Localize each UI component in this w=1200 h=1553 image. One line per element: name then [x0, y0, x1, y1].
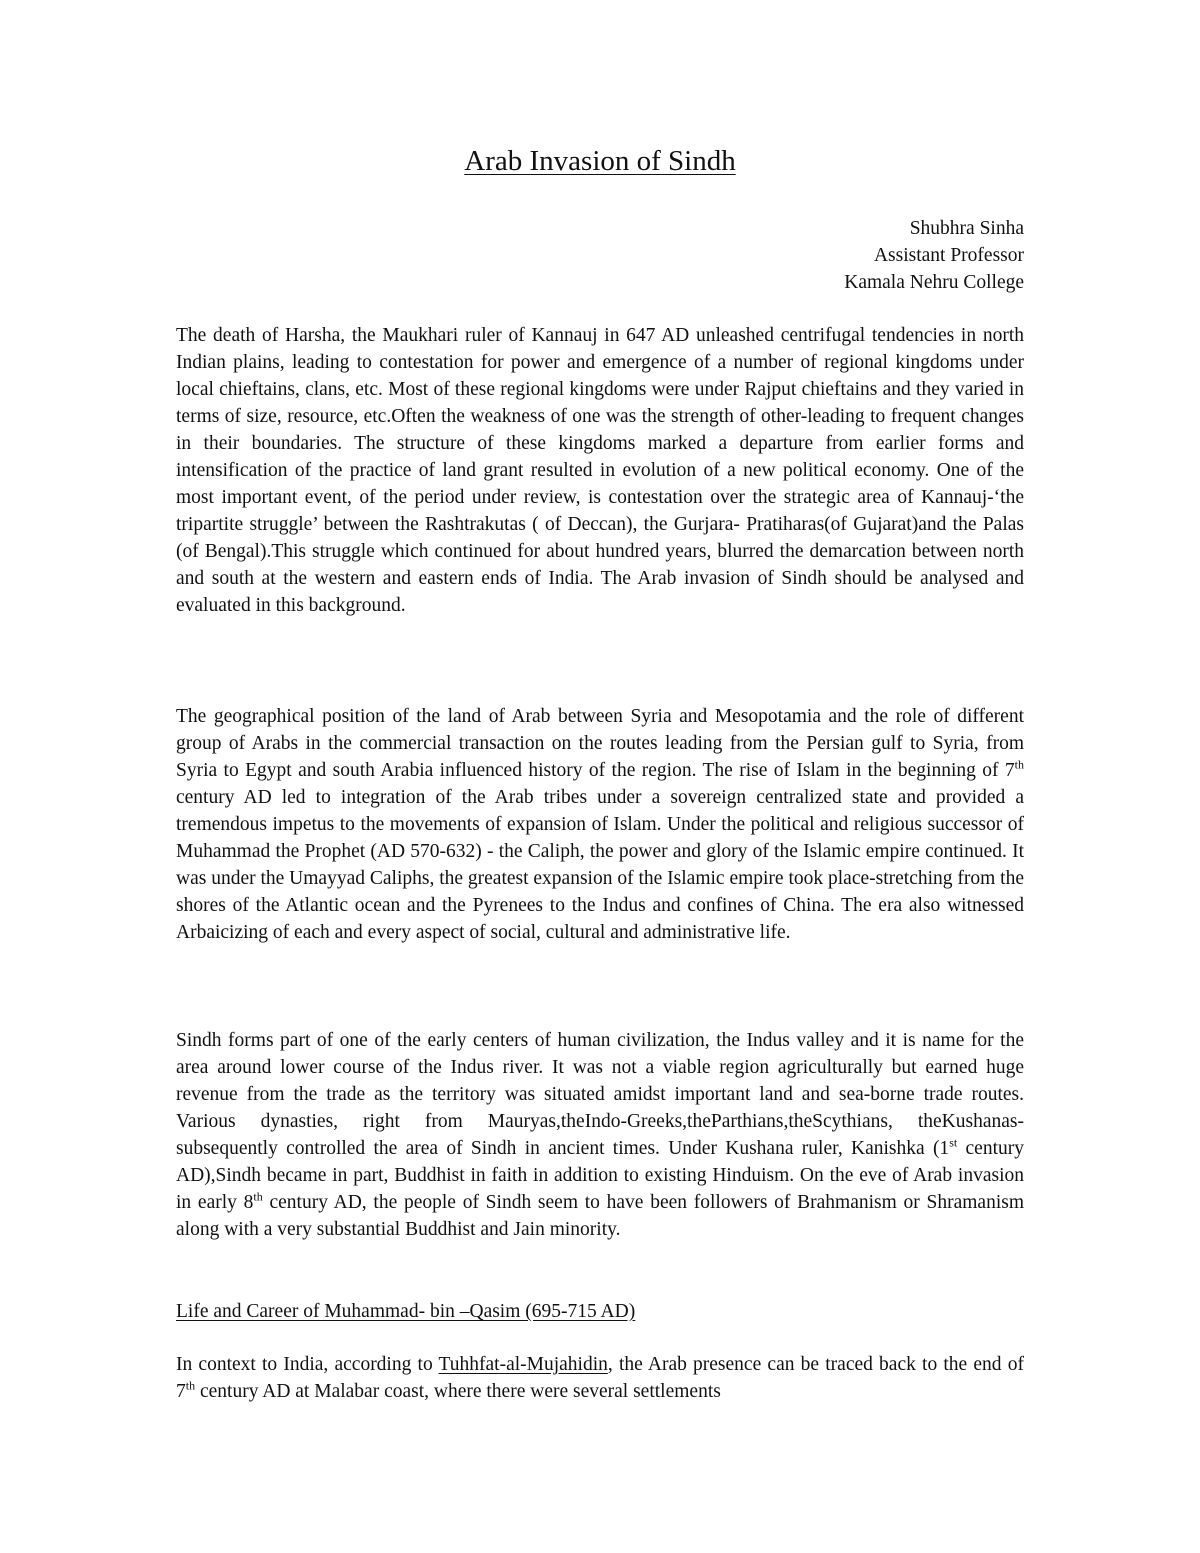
paragraph-text: , the Arab presence can be traced back to the end of 7	[176, 1354, 1024, 1402]
author-position: Assistant Professor	[873, 245, 1024, 266]
author-institution: Kamala Nehru College	[844, 272, 1024, 293]
paragraph-sindh	[176, 1027, 1024, 1243]
paragraph-text: century AD, the people of Sindh seem to have been followers of Brahmanism or Shramanism along with a very substantial Buddhist and Jain minority.	[176, 1192, 1025, 1240]
superscript: th	[1014, 757, 1024, 772]
paragraph-harsha: The death of Harsha, the Maukhari ruler of Kannauj in 647 AD unleashed centrifugal tendencies in north Indian plains, leading to contestation for power and emergence of a number of regional kingdoms under local chieftains, clans, etc. Most of these regional kingdoms were under Rajput chieftains and they varied in terms of size, resource, etc.Often the weakness of one was the strength of other-leading to frequent changes in their boundaries. The structure of these kingdoms marked a departure from earlier forms and intensification of the practice of land grant resulted in evolution of a new political economy. One of the most important event, of the period under review, is contestation over the strategic area of Kannauj-‘the tripartite struggle’ between the Rashtrakutas ( of Deccan), the Gurjara- Pratiharas(of Gujarat)and the Palas (of Bengal).This struggle which continued for about hundred years, blurred the demarcation between north and south at the western and eastern ends of India. The Arab invasion of Sindh should be analysed and evaluated in this background.	[176, 325, 1024, 616]
paragraph-text: In context to India, according to	[176, 1354, 439, 1375]
superscript: st	[949, 1135, 958, 1150]
paragraph-geography	[176, 703, 1024, 946]
paragraph-text: century AD),Sindh became in part, Buddhist in faith in addition to existing Hinduism. On the eve of Arab invasion in early 8	[176, 1138, 1024, 1213]
author-block	[844, 215, 1024, 296]
page-title	[0, 143, 1200, 179]
superscript: th	[185, 1378, 196, 1393]
paragraph-text: century AD led to integration of the Arab tribes under a sovereign centralized state and provided a tremendous impetus to the movements of expansion of Islam. Under the political and religious successor of Muhammad the Prophet (AD 570-632) - the Caliph, the power and glory of the Islamic empire continued. It was under the Umayyad Caliphs, the greatest expansion of the Islamic empire took place-stretching from the shores of the Atlantic ocean and the Pyrenees to the Indus and confines of China. The era also witnessed Arbaicizing of each and every aspect of social, cultural and administrative life.	[176, 787, 1024, 943]
superscript: th	[253, 1189, 263, 1204]
paragraph-text: century AD at Malabar coast, where there were several settlements	[195, 1381, 721, 1402]
author-name: Shubhra Sinha	[909, 218, 1024, 239]
title-text: Arab Invasion of Sindh	[464, 145, 736, 177]
paragraph-text: Sindh forms part of one of the early centers of human civilization, the Indus valley and it is name for the area around lower course of the Indus river. It was not a viable region agriculturally but earned huge revenue from the trade as the territory was situated amidst important land and sea-borne trade routes. Various dynasties, right from Mauryas,theIndo-Greeks,theParthians,theScythians, theKushanas-subsequently controlled the area of Sindh in ancient times. Under Kushana ruler, Kanishka (1	[176, 1030, 1024, 1159]
paragraph-text: The geographical position of the land of Arab between Syria and Mesopotamia and the role of different group of Arabs in the commercial transaction on the routes leading from the Persian gulf to Syria, from Syria to Egypt and south Arabia influenced history of the region. The rise of Islam in the beginning of 7	[176, 706, 1024, 781]
source-title: Tuhhfat-al-Mujahidin	[438, 1354, 608, 1375]
paragraph-context	[176, 1351, 1024, 1405]
section-heading: Life and Career of Muhammad- bin –Qasim (695-715 AD)	[176, 1301, 636, 1322]
